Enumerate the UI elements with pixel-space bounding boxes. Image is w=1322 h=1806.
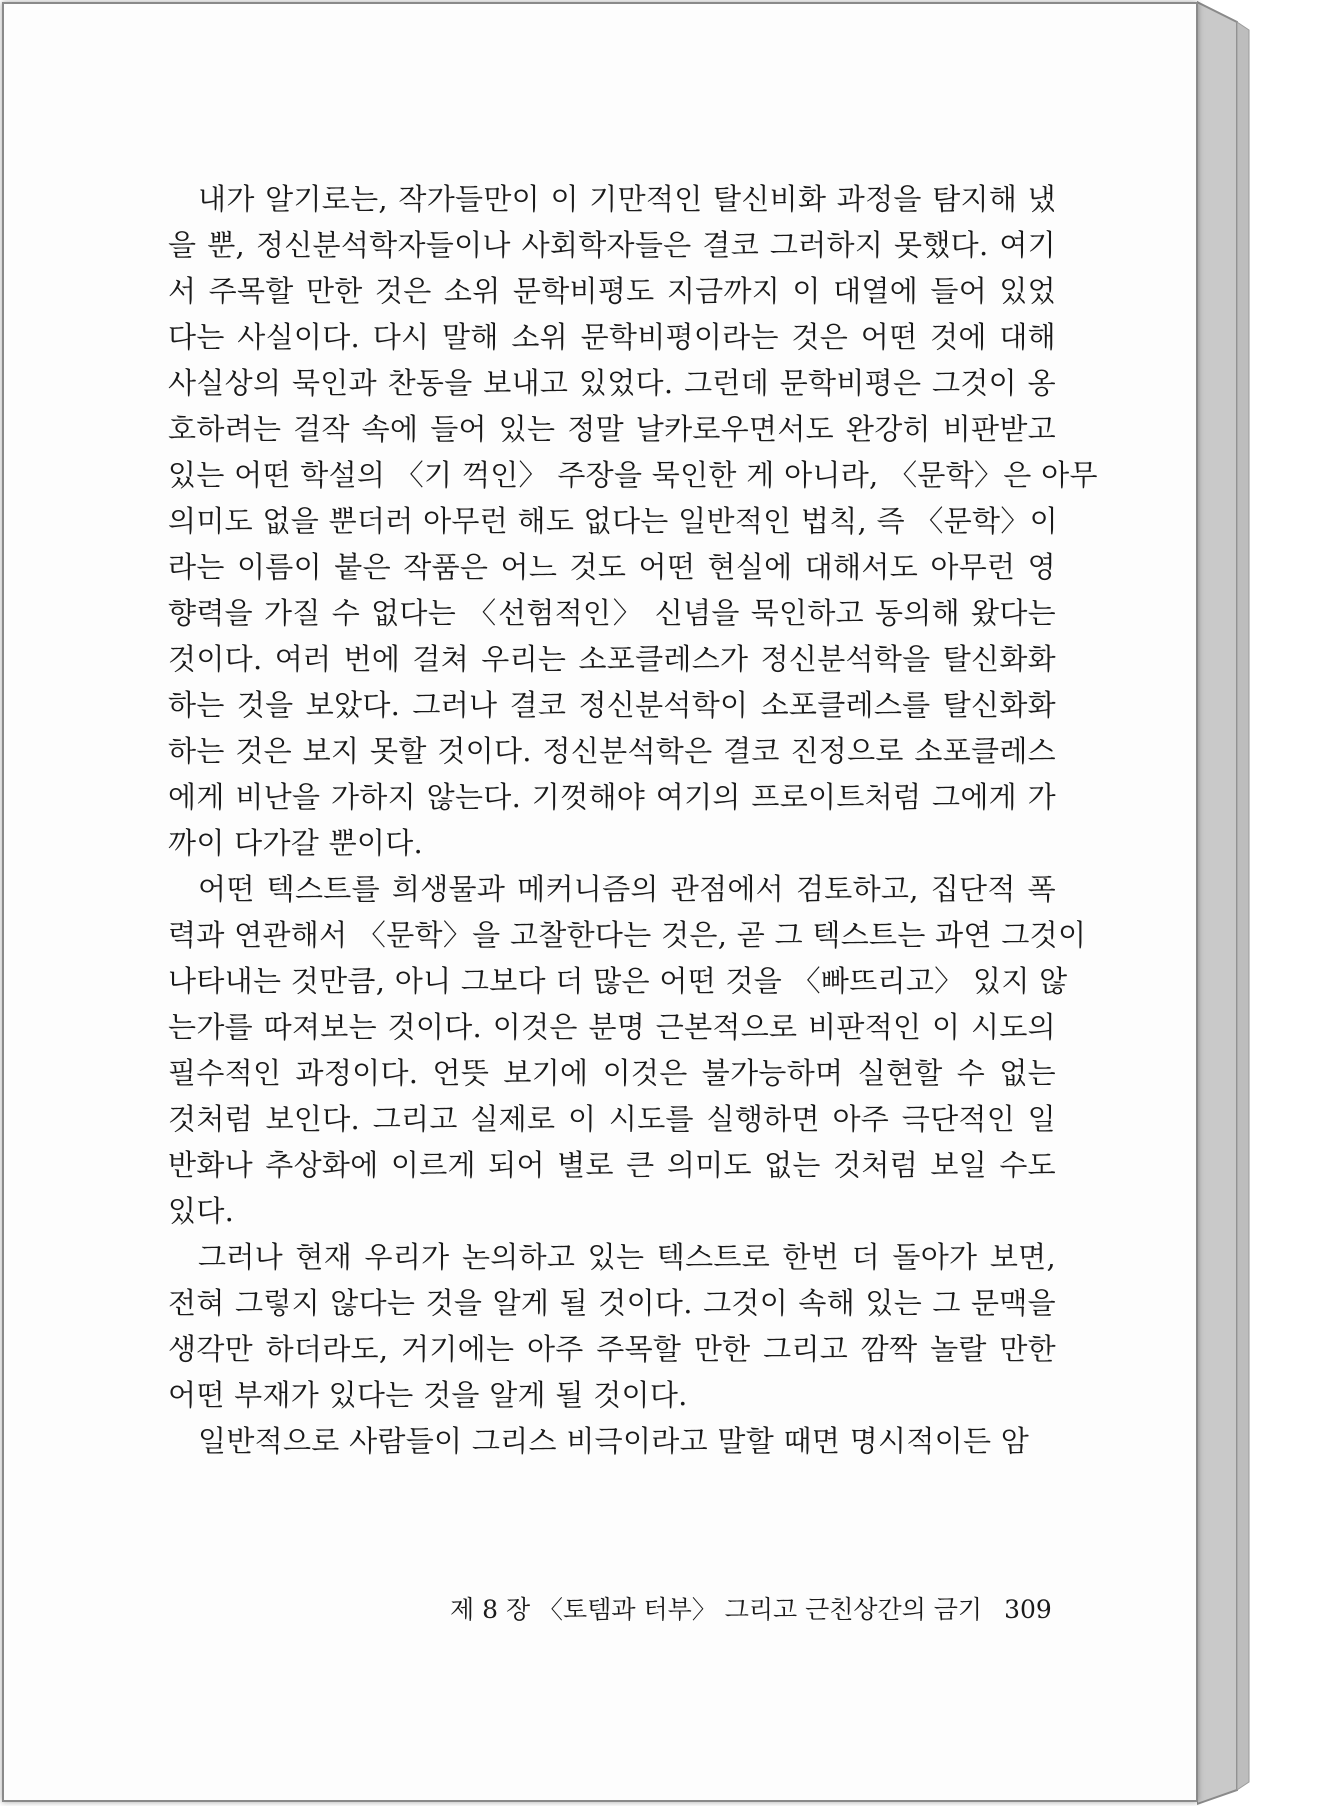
text-line: 필수적인 과정이다. 언뜻 보기에 이것은 불가능하며 실현할 수 없는: [168, 1056, 1056, 1090]
text-line: 라는 이름이 붙은 작품은 어느 것도 어떤 현실에 대해서도 아무런 영: [168, 550, 1056, 584]
text-line: 생각만 하더라도, 거기에는 아주 주목할 만한 그리고 깜짝 놀랄 만한: [168, 1332, 1056, 1366]
text-line: 력과 연관해서 〈문학〉을 고찰한다는 것은, 곧 그 텍스트는 과연 그것이: [168, 918, 1087, 952]
text-line: 있는 어떤 학설의 〈기 꺽인〉 주장을 묵인한 게 아니라, 〈문학〉은 아무: [168, 458, 1098, 492]
text-line: 사실상의 묵인과 찬동을 보내고 있었다. 그런데 문학비평은 그것이 옹: [168, 366, 1056, 400]
text-line: 어떤 부재가 있다는 것을 알게 될 것이다.: [168, 1378, 688, 1412]
text-line: 것이다. 여러 번에 걸쳐 우리는 소포클레스가 정신분석학을 탈신화화: [168, 642, 1056, 676]
text-line: 다는 사실이다. 다시 말해 소위 문학비평이라는 것은 어떤 것에 대해: [168, 320, 1056, 354]
text-line: 서 주목할 만한 것은 소위 문학비평도 지금까지 이 대열에 들어 있었: [168, 274, 1056, 308]
text-line: 까이 다가갈 뿐이다.: [168, 826, 424, 860]
text-line: 호하려는 걸작 속에 들어 있는 정말 날카로우면서도 완강히 비판받고: [168, 412, 1056, 446]
text-line: 어떤 텍스트를 희생물과 메커니즘의 관점에서 검토하고, 집단적 폭: [198, 872, 1056, 906]
text-line: 의미도 없을 뿐더러 아무런 해도 없다는 일반적인 법칙, 즉 〈문학〉이: [168, 504, 1058, 538]
text-line: 일반적으로 사람들이 그리스 비극이라고 말할 때면 명시적이든 암: [198, 1424, 1030, 1458]
text-line: 전혀 그렇지 않다는 것을 알게 될 것이다. 그것이 속해 있는 그 문맥을: [168, 1286, 1056, 1320]
text-line: 을 뿐, 정신분석학자들이나 사회학자들은 결코 그러하지 못했다. 여기: [168, 228, 1056, 262]
book-edge: [1197, 0, 1277, 1806]
text-line: 하는 것은 보지 못할 것이다. 정신분석학은 결코 진정으로 소포클레스: [168, 734, 1056, 768]
running-footer: [450, 1590, 1052, 1626]
text-line: 그러나 현재 우리가 논의하고 있는 텍스트로 한번 더 돌아가 보면,: [198, 1240, 1056, 1274]
body-text: [168, 176, 1098, 1464]
text-line: 나타내는 것만큼, 아니 그보다 더 많은 어떤 것을 〈빠뜨리고〉 있지 않: [168, 964, 1068, 998]
text-line: 는가를 따져보는 것이다. 이것은 분명 근본적으로 비판적인 이 시도의: [168, 1010, 1056, 1044]
chapter-title: 제 8 장 〈토템과 터부〉 그리고 근친상간의 금기: [450, 1595, 983, 1624]
text-line: 하는 것을 보았다. 그러나 결코 정신분석학이 소포클레스를 탈신화화: [168, 688, 1056, 722]
text-line: 것처럼 보인다. 그리고 실제로 이 시도를 실행하면 아주 극단적인 일: [168, 1102, 1056, 1136]
text-line: 에게 비난을 가하지 않는다. 기껏해야 여기의 프로이트처럼 그에게 가: [168, 780, 1056, 814]
text-line: 내가 알기로는, 작가들만이 이 기만적인 탈신비화 과정을 탐지해 냈: [198, 182, 1056, 216]
text-line: 반화나 추상화에 이르게 되어 별로 큰 의미도 없는 것처럼 보일 수도: [168, 1148, 1056, 1182]
text-line: 향력을 가질 수 없다는 〈선험적인〉 신념을 묵인하고 동의해 왔다는: [168, 596, 1056, 630]
text-line: 있다.: [168, 1194, 235, 1228]
page-number: 309: [1004, 1595, 1052, 1624]
